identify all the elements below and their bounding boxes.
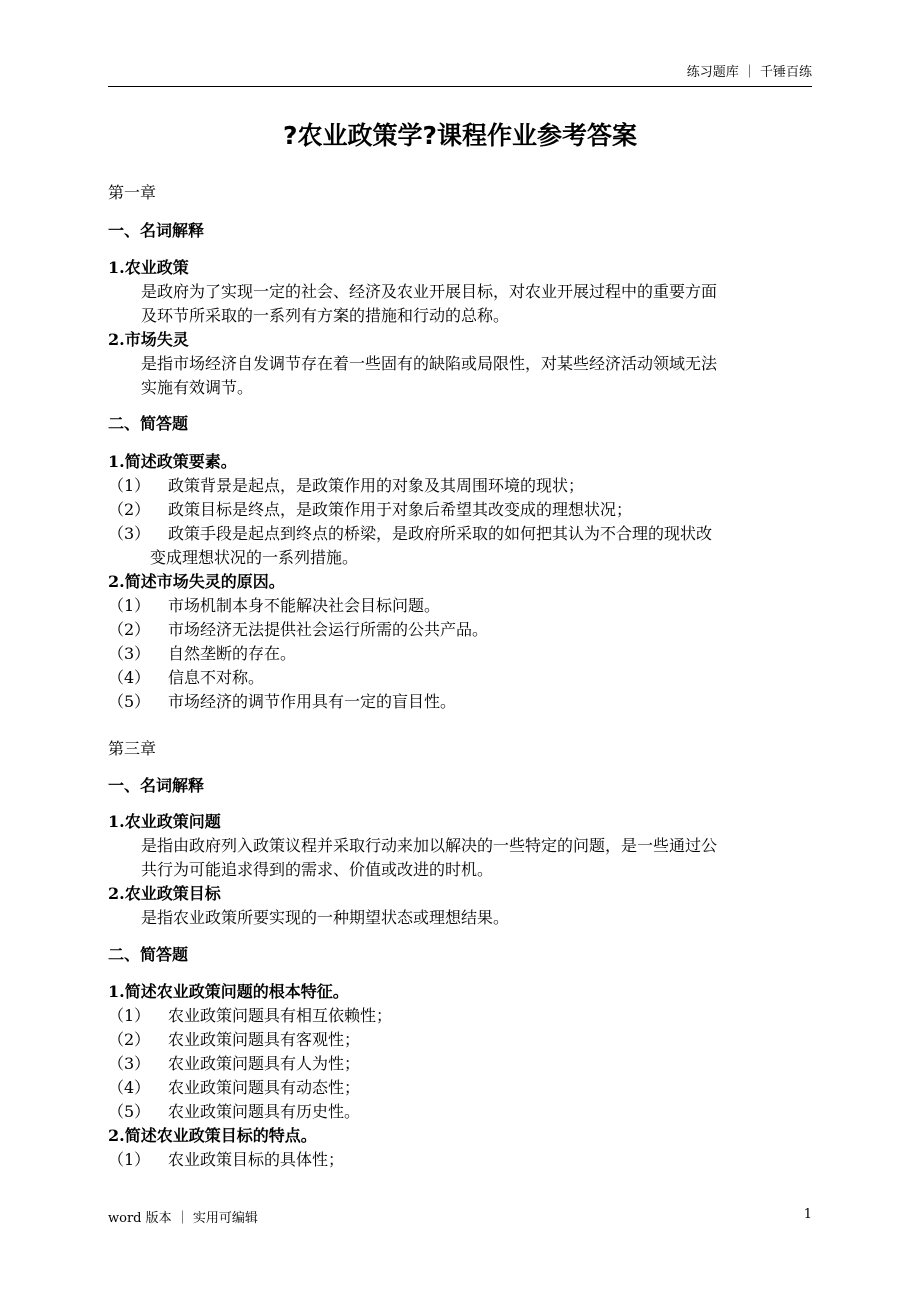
ch3-section-terms: 一、名词解释 [108,776,205,795]
ch1-term-1: 1.农业政策 [108,258,189,277]
list-item: （1） 市场机制本身不能解决社会目标问题。 [108,596,441,615]
document-title: ?农业政策学?课程作业参考答案 [282,121,637,150]
list-item: （3） 自然垄断的存在。 [108,644,297,663]
list-item: （3） 政策手段是起点到终点的桥梁，是政府所采取的如何把其认为不合理的现状改 [108,524,713,543]
list-item: （1） 农业政策问题具有相互依赖性； [108,1006,393,1025]
chapter-3-heading: 第三章 [108,739,157,758]
chapter-1-heading: 第一章 [108,183,157,202]
ch3-def-1-line2: 共行为可能追求得到的需求、价值或改进的时机。 [141,860,494,879]
ch3-def-1-line1: 是指由政府列入政策议程并采取行动来加以解决的一些特定的问题，是一些通过公 [141,836,718,855]
list-item: （1） 政策背景是起点，是政策作用的对象及其周围环境的现状； [108,476,585,495]
list-item: （5） 农业政策问题具有历史性。 [108,1102,361,1121]
ch1-def-2-line2: 实施有效调节。 [141,378,254,397]
list-item: （4） 农业政策问题具有动态性； [108,1078,361,1097]
page-header: 练习题库 ｜ 千锤百练 [108,60,812,87]
ch1-def-1-line2: 及环节所采取的一系列有方案的措施和行动的总称。 [141,306,510,325]
list-item-continuation: 变成理想状况的一系列措施。 [150,548,359,567]
list-item: （2） 市场经济无法提供社会运行所需的公共产品。 [108,620,489,639]
page-number: 1 [803,1207,812,1222]
ch1-section-terms: 一、名词解释 [108,221,205,240]
ch1-def-2-line1: 是指市场经济自发调节存在着一些固有的缺陷或局限性，对某些经济活动领域无法 [141,354,718,373]
ch3-question-1: 1.简述农业政策问题的根本特征。 [108,982,349,1001]
list-item: （4） 信息不对称。 [108,668,265,687]
page-footer-label: word 版本 ｜ 实用可编辑 [108,1211,258,1226]
list-item: （2） 政策目标是终点，是政策作用于对象后希望其改变成的理想状况； [108,500,633,519]
ch1-question-1: 1.简述政策要素。 [108,452,237,471]
ch1-section-short-answer: 二、简答题 [108,414,189,433]
ch1-def-1-line1: 是政府为了实现一定的社会、经济及农业开展目标，对农业开展过程中的重要方面 [141,282,718,301]
ch1-term-2: 2.市场失灵 [108,330,189,349]
ch3-term-2: 2.农业政策目标 [108,884,221,903]
list-item: （1） 农业政策目标的具体性； [108,1150,345,1169]
list-item: （2） 农业政策问题具有客观性； [108,1030,361,1049]
list-item: （3） 农业政策问题具有人为性； [108,1054,361,1073]
ch3-term-1: 1.农业政策问题 [108,812,221,831]
ch1-question-2: 2.简述市场失灵的原因。 [108,572,285,591]
ch3-question-2: 2.简述农业政策目标的特点。 [108,1126,317,1145]
ch3-section-short-answer: 二、简答题 [108,945,189,964]
list-item: （5） 市场经济的调节作用具有一定的盲目性。 [108,692,457,711]
ch3-def-2-line1: 是指农业政策所要实现的一种期望状态或理想结果。 [141,908,510,927]
